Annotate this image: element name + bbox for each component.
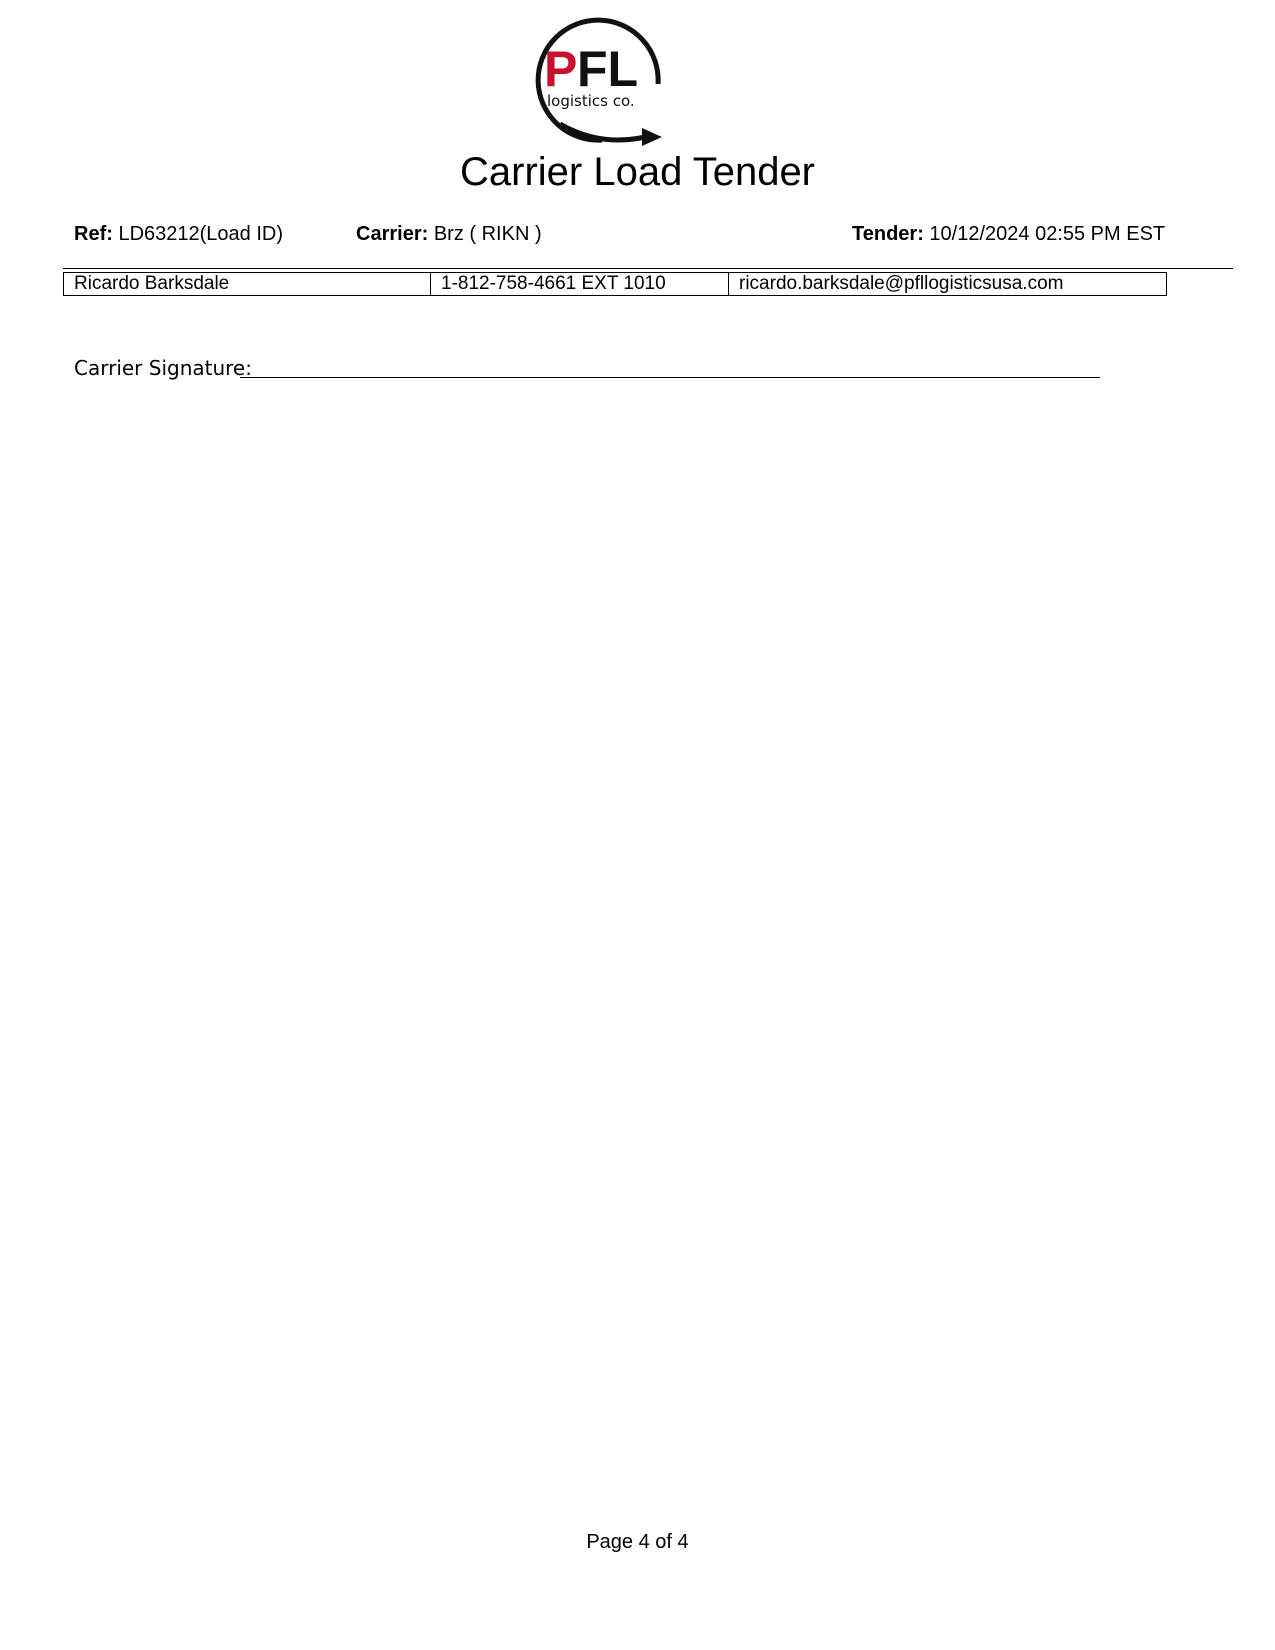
ref-label: Ref: (74, 223, 113, 245)
tender-value: 10/12/2024 02:55 PM EST (929, 223, 1166, 245)
svg-text:FL: FL (577, 41, 639, 97)
pfl-logo (530, 12, 680, 147)
contact-name: Ricardo Barksdale (74, 273, 230, 294)
contact-phone: 1-812-758-4661 EXT 1010 (430, 273, 728, 295)
ref-value: LD63212(Load ID) (118, 223, 284, 245)
tender-label: Tender: (852, 223, 924, 245)
svg-text:logistics co.: logistics co. (547, 92, 635, 110)
svg-text:P: P (544, 41, 578, 97)
contact-table (63, 272, 1167, 296)
page-number: Page 4 of 4 (586, 1531, 689, 1553)
tender-field (852, 222, 1165, 246)
signature-label: Carrier Signature: (74, 356, 252, 380)
signature-line (240, 377, 1100, 378)
carrier-value: Brz ( RIKN ) (433, 223, 542, 245)
ref-field (74, 222, 283, 246)
carrier-label: Carrier: (356, 223, 429, 245)
carrier-field (356, 222, 542, 246)
contact-email: ricardo.barksdale@pfllogisticsusa.com (728, 273, 1166, 295)
page-title: Carrier Load Tender (459, 150, 816, 194)
header-divider (63, 268, 1233, 269)
